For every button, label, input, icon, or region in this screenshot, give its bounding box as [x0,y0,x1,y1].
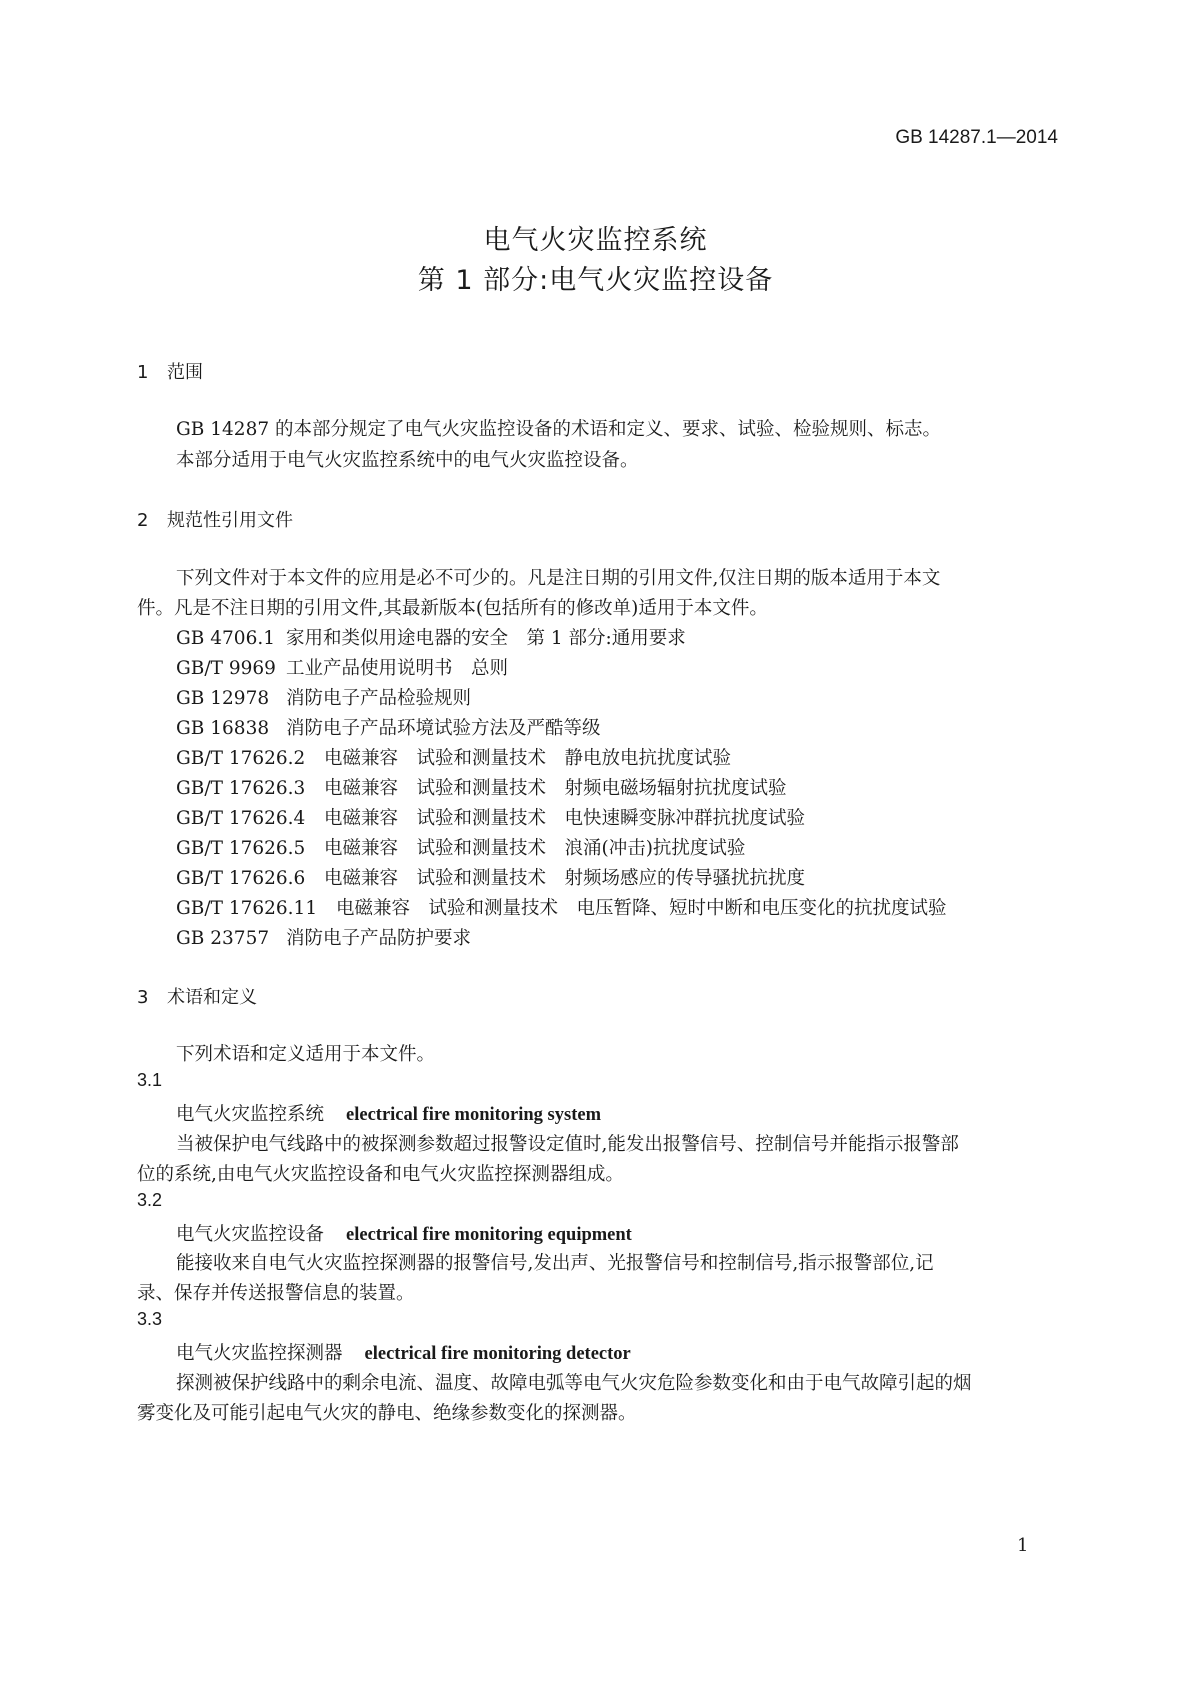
term-heading [176,1220,632,1246]
term-number: 3.2 [137,1190,163,1210]
reference-code: GB/T 9969 [176,658,276,679]
reference-item [176,864,805,890]
reference-item [176,714,601,740]
reference-item [176,924,471,950]
reference-item [176,624,686,650]
term-definition: 位的系统,由电气火灾监控设备和电气火灾监控探测器组成。 [137,1164,624,1185]
term-heading [176,1339,631,1365]
section-number: 2 [137,510,149,531]
section-title: 范围 [167,362,203,383]
term-definition: 探测被保护线路中的剩余电流、温度、故障电弧等电气火灾危险参数变化和由于电气故障引起的烟 [176,1373,972,1394]
term-chinese: 电气火灾监控设备 [176,1224,325,1245]
standard-number: GB 14287.1—2014 [895,127,1058,148]
reference-title: 电磁兼容 试验和测量技术 静电放电抗扰度试验 [324,748,732,769]
term-heading [176,1100,601,1126]
reference-title: 消防电子产品环境试验方法及严酷等级 [286,718,601,739]
reference-title: 电磁兼容 试验和测量技术 电快速瞬变脉冲群抗扰度试验 [324,808,806,829]
reference-item [176,804,805,830]
reference-code: GB 12978 [176,688,270,709]
paragraph: GB 14287 的本部分规定了电气火灾监控设备的术语和定义、要求、试验、检验规则、标志。 [176,419,941,440]
reference-code: GB 16838 [176,718,270,739]
reference-code: GB/T 17626.3 [176,778,306,799]
section-title: 术语和定义 [167,987,257,1008]
term-chinese: 电气火灾监控系统 [176,1104,325,1125]
term-definition: 录、保存并传送报警信息的装置。 [137,1283,415,1304]
section-2-heading [137,506,293,532]
term-definition: 雾变化及可能引起电气火灾的静电、绝缘参数变化的探测器。 [137,1403,637,1424]
term-english: electrical fire monitoring equipment [346,1225,632,1245]
section-title: 规范性引用文件 [167,510,293,531]
term-definition: 当被保护电气线路中的被探测参数超过报警设定值时,能发出报警信号、控制信号并能指示报警部 [176,1134,959,1155]
reference-title: 电磁兼容 试验和测量技术 射频场感应的传导骚扰抗扰度 [324,868,806,889]
reference-title: 家用和类似用途电器的安全 第 1 部分:通用要求 [286,628,686,649]
reference-code: GB/T 17626.6 [176,868,306,889]
reference-item [176,834,745,860]
document-subtitle: 第 1 部分:电气火灾监控设备 [417,265,774,296]
term-english: electrical fire monitoring detector [364,1344,631,1364]
reference-code: GB 4706.1 [176,628,275,649]
reference-code: GB/T 17626.2 [176,748,306,769]
reference-title: 消防电子产品检验规则 [286,688,472,709]
reference-title: 电磁兼容 试验和测量技术 浪涌(冲击)抗扰度试验 [324,838,746,859]
term-number: 3.1 [137,1070,163,1090]
paragraph: 下列术语和定义适用于本文件。 [176,1044,436,1065]
reference-item [176,684,471,710]
section-3-heading [137,983,257,1009]
paragraph: 件。凡是不注日期的引用文件,其最新版本(包括所有的修改单)适用于本文件。 [137,598,768,619]
reference-code: GB/T 17626.11 [176,898,318,919]
term-number: 3.3 [137,1309,163,1329]
reference-title: 电磁兼容 试验和测量技术 电压暂降、短时中断和电压变化的抗扰度试验 [336,898,947,919]
term-chinese: 电气火灾监控探测器 [176,1343,343,1364]
reference-code: GB/T 17626.5 [176,838,306,859]
reference-title: 工业产品使用说明书 总则 [286,658,509,679]
reference-code: GB 23757 [176,928,270,949]
reference-item [176,774,787,800]
reference-code: GB/T 17626.4 [176,808,306,829]
term-english: electrical fire monitoring system [346,1105,601,1125]
section-number: 3 [137,987,149,1008]
reference-title: 电磁兼容 试验和测量技术 射频电磁场辐射抗扰度试验 [324,778,787,799]
section-1-heading [137,358,203,384]
reference-item [176,654,508,680]
reference-title: 消防电子产品防护要求 [286,928,472,949]
section-number: 1 [137,362,149,383]
paragraph: 本部分适用于电气火灾监控系统中的电气火灾监控设备。 [176,450,639,471]
paragraph: 下列文件对于本文件的应用是必不可少的。凡是注日期的引用文件,仅注日期的版本适用于本文 [176,568,941,589]
document-title: 电气火灾监控系统 [483,225,708,256]
reference-item [176,894,947,920]
reference-item [176,744,731,770]
term-definition: 能接收来自电气火灾监控探测器的报警信号,发出声、光报警信号和控制信号,指示报警部位,记 [176,1253,934,1274]
page-number: 1 [1017,1535,1029,1556]
